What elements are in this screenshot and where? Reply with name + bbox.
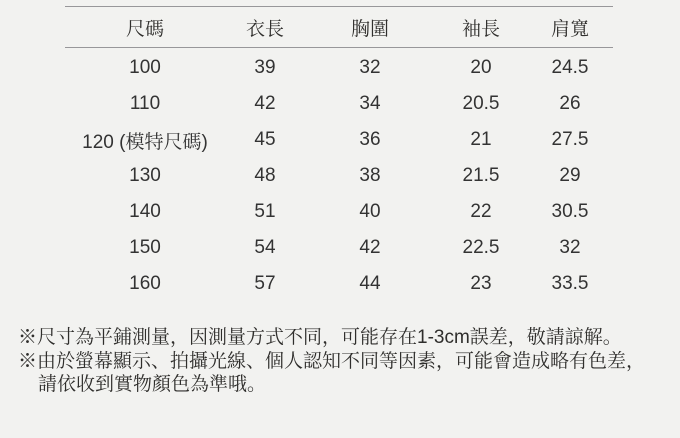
table-row — [65, 50, 613, 86]
size-value: 130 — [129, 165, 161, 186]
column-header-chest: 胸圍 — [350, 18, 389, 40]
shoulder-value: 26 — [559, 93, 581, 114]
shoulder-value: 27.5 — [551, 129, 589, 150]
chest-value: 36 — [359, 129, 381, 150]
length-value: 39 — [254, 57, 276, 78]
sleeve-value: 23 — [470, 273, 492, 294]
size-value: 100 — [129, 57, 161, 78]
table-row — [65, 230, 613, 266]
table-row — [65, 194, 613, 230]
sleeve-value: 20 — [470, 57, 492, 78]
table-row — [65, 158, 613, 194]
column-header-sleeve: 袖長 — [461, 18, 500, 40]
column-header-shoulder: 肩寬 — [550, 18, 589, 40]
chest-value: 42 — [359, 237, 381, 258]
shoulder-value: 33.5 — [551, 273, 589, 294]
chest-value: 38 — [359, 165, 381, 186]
table-row — [65, 266, 613, 302]
length-value: 57 — [254, 273, 276, 294]
chest-value: 34 — [359, 93, 381, 114]
column-header-length: 衣長 — [245, 18, 284, 40]
table-header-row — [65, 6, 613, 48]
table-row-model-size — [65, 122, 613, 158]
length-value: 54 — [254, 237, 276, 258]
shoulder-value: 24.5 — [551, 57, 589, 78]
chest-value: 32 — [359, 57, 381, 78]
size-value: 120 (模特尺碼) — [82, 131, 208, 153]
sleeve-value: 21.5 — [462, 165, 500, 186]
length-value: 42 — [254, 93, 276, 114]
note-measurement-tolerance: ※尺寸為平鋪測量，因測量方式不同，可能存在1-3cm誤差，敬請諒解。 — [18, 327, 622, 348]
sleeve-value: 20.5 — [462, 93, 500, 114]
length-value: 51 — [254, 201, 276, 222]
shoulder-value: 32 — [559, 237, 581, 258]
note-color-difference-line1: ※由於螢幕顯示、拍攝光線、個人認知不同等因素，可能會造成略有色差， — [18, 350, 646, 372]
sleeve-value: 22 — [470, 201, 492, 222]
note-color-difference-line2: 請依收到實物顏色為準哦。 — [38, 374, 267, 395]
sleeve-value: 21 — [470, 129, 492, 150]
shoulder-value: 30.5 — [551, 201, 589, 222]
chest-value: 44 — [359, 273, 381, 294]
length-value: 48 — [254, 165, 276, 186]
column-header-size: 尺碼 — [125, 18, 164, 40]
chest-value: 40 — [359, 201, 381, 222]
size-value: 140 — [129, 201, 161, 222]
sleeve-value: 22.5 — [462, 237, 500, 258]
shoulder-value: 29 — [559, 165, 581, 186]
disclaimer-notes — [18, 326, 676, 397]
size-value: 110 — [129, 93, 161, 114]
length-value: 45 — [254, 129, 276, 150]
table-row — [65, 86, 613, 122]
table-body — [65, 48, 613, 302]
size-table — [65, 6, 613, 302]
size-value: 160 — [129, 273, 161, 294]
size-value: 150 — [129, 237, 161, 258]
